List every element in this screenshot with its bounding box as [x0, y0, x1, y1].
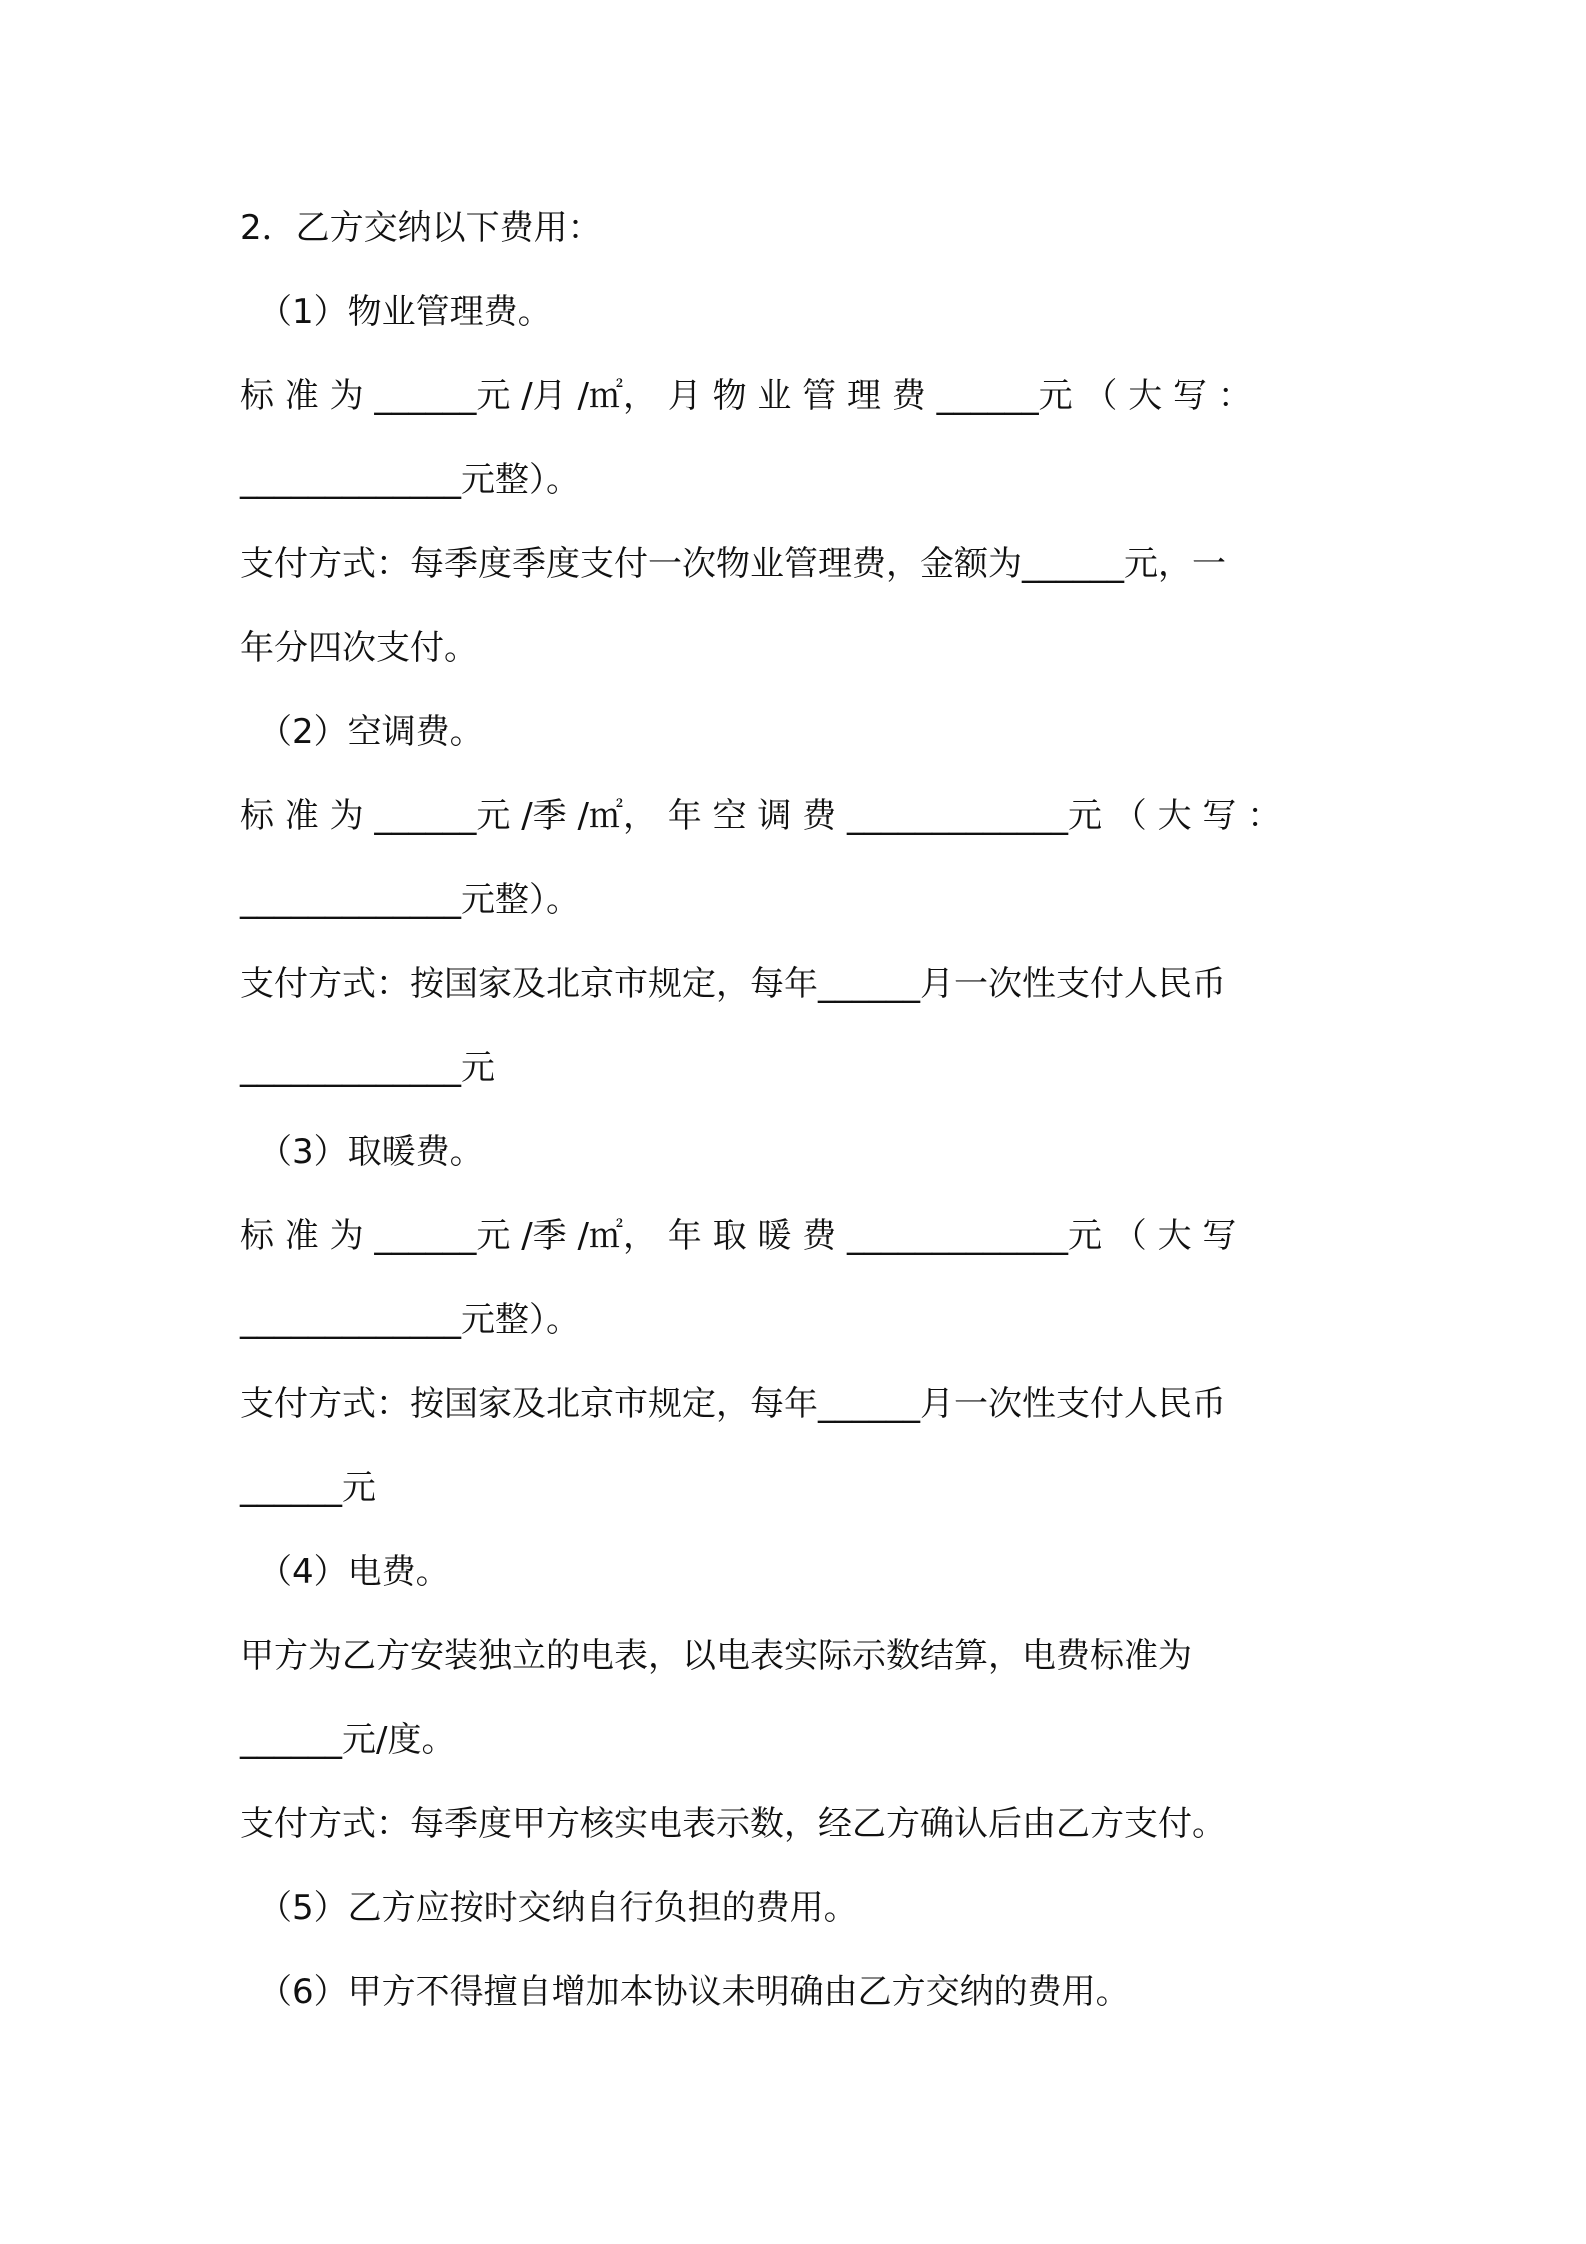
item-2-heading: （2）空调费。: [258, 712, 484, 752]
item-3-payment-line-1: 支付方式：按国家及北京市规定，每年______月一次性支付人民币: [240, 1384, 1226, 1424]
item-4-payment: 支付方式：每季度甲方核实电表示数，经乙方确认后由乙方支付。: [240, 1804, 1226, 1844]
item-6: （6）甲方不得擅自增加本协议未明确由乙方交纳的费用。: [258, 1972, 1130, 2012]
item-3-standard-line-2: _____________元整）。: [240, 1300, 580, 1340]
item-1-standard-line-2: _____________元整）。: [240, 460, 580, 500]
item-4-body-line-2: ______元/度。: [240, 1720, 456, 1760]
item-5: （5）乙方应按时交纳自行负担的费用。: [258, 1888, 858, 1928]
item-4-body-line-1: 甲方为乙方安装独立的电表，以电表实际示数结算，电费标准为: [240, 1636, 1192, 1676]
item-2-payment-line-1: 支付方式：按国家及北京市规定，每年______月一次性支付人民币: [240, 964, 1226, 1004]
item-3-payment-line-2: ______元: [240, 1468, 376, 1508]
item-2-standard-line-2: _____________元整）。: [240, 880, 580, 920]
item-3-standard-line-1: 标 准 为 ______元 /季 /㎡， 年 取 暖 费 _____________元 （ 大 写: [240, 1216, 1237, 1256]
item-1-payment-line-1: 支付方式：每季度季度支付一次物业管理费，金额为______元，一: [240, 544, 1226, 584]
item-2-payment-line-2: _____________元: [240, 1048, 495, 1088]
item-1-payment-line-2: 年分四次支付。: [240, 628, 478, 668]
section-heading: 2．乙方交纳以下费用：: [240, 208, 602, 248]
item-1-standard-line-1: 标 准 为 ______元 /月 /㎡， 月 物 业 管 理 费 ______元 （ 大 写 ：: [240, 376, 1252, 416]
item-3-heading: （3）取暖费。: [258, 1132, 484, 1172]
item-2-standard-line-1: 标 准 为 ______元 /季 /㎡， 年 空 调 费 _____________元 （ 大 写 ：: [240, 796, 1282, 836]
item-1-heading: （1）物业管理费。: [258, 292, 552, 332]
item-4-heading: （4）电费。: [258, 1552, 450, 1592]
